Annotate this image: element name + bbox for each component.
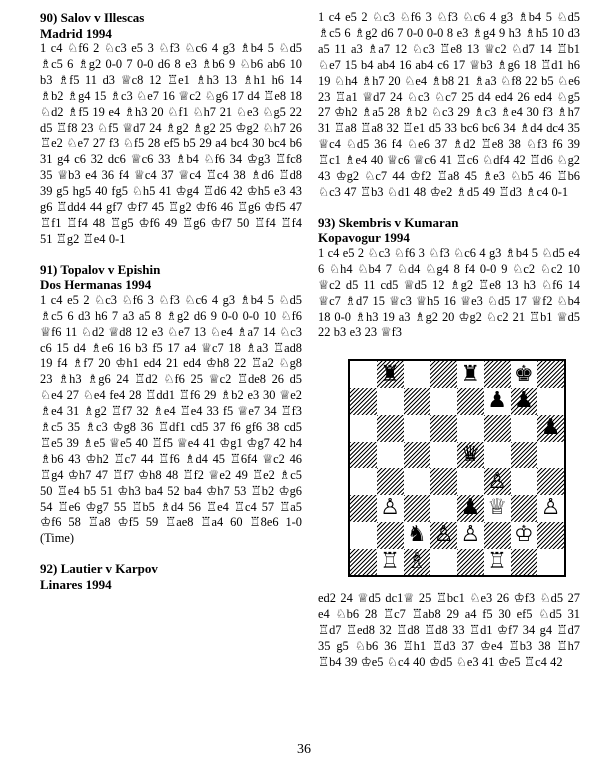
square-e6 [457,415,484,442]
square-c3 [404,495,431,522]
square-g2 [511,522,538,549]
game-title: 90) Salov v Illescas [40,10,145,25]
chess-piece-icon: ♙ [433,522,454,548]
square-c2 [404,522,431,549]
chess-piece-icon: ♔ [514,522,534,548]
square-b2 [377,522,404,549]
chess-piece-icon: ♗ [407,548,427,574]
chess-diagram [348,359,566,577]
game-91 [40,262,302,548]
game-moves: 1 c4 e5 2 ♘c3 ♘f6 3 ♘f3 ♘c6 4 g3 ♗b4 5 ♘d5 ♗c5 6 ♗g2 d6 7 0-0 0-0 8 e3 ♗g4 9 h3 ♗h5 10 d3 a5 11 a3 ♗a7 12 ♘c3 ♖e8 13 ♕c2 ♘d7 14 ♖b1 ♘e7 15 b4 ab4 16 ab4 c6 17 ♕b3 ♗g6 18 ♖d1 h6 19 ♘h4 ♗h7 20 ♘e4 ♗b8 21 ♗a3 ♘f8 22 b5 ♘e6 23 ♖a1 ♕d7 24 ♘c3 ♘c7 25 d4 ed4 26 ed4 ♘g5 27 ♔h2 ♗a5 28 ♗b2 ♘c3 29 ♗c3 ♗e4 30 f3 ♗h7 31 ♖a8 ♖a8 32 ♖e1 d5 33 bc6 bc6 34 ♗d4 dc4 35 ♕c4 ♘d5 36 f4 ♘e6 37 ♗d2 ♖e8 38 ♘f3 f6 39 ♖c1 ♗e4 40 ♕c6 ♕c6 41 ♖c6 ♘df4 42 ♖d6 ♘g2 43 ♔g2 ♘c7 44 ♔f2 ♖a8 45 ♗e3 ♘b5 46 ♖b6 ♘c3 47 ♖b3 ♘d1 48 ♔e2 ♗d5 49 ♖d3 ♗c4 0-1 [318,10,580,199]
square-h4 [537,468,564,495]
square-f6 [484,415,511,442]
square-a8 [350,361,377,388]
square-e7 [457,388,484,415]
game-moves: 1 c4 ♘f6 2 ♘c3 e5 3 ♘f3 ♘c6 4 g3 ♗b4 5 ♘d5 ♗c5 6 ♗g2 0-0 7 0-0 d6 8 e3 ♗b6 9 ♘b6 ab6 10 b3 ♗f5 11 d3 ♕c8 12 ♖e1 ♗h3 13 ♗h1 h6 14 ♗b2 ♗g4 15 ♗c3 ♘e7 16 ♕c2 ♘g6 17 d4 ♖e8 18 ♘d2 ♗f5 19 e4 ♗h3 20 ♘f1 ♘h7 21 ♘e3 ♘g5 22 d5 ♖f8 23 ♘f5 ♕d7 24 ♗g2 ♗g2 25 ♔g2 ♘h7 26 ♖e2 ♘e7 27 f3 ♘f5 28 ef5 b5 29 a4 bc4 30 bc4 b6 31 g4 c6 32 dc6 ♕c6 33 ♗b4 ♘f6 34 ♔g3 ♖fc8 35 ♕b3 e4 36 f4 ♕c4 37 ♕c4 ♖c4 38 ♗d6 ♖d8 39 g5 hg5 40 fg5 ♘h5 41 ♔g4 ♖d6 42 ♔h5 e3 43 g6 ♖dd4 44 gf7 ♔f7 45 ♖g2 ♔f6 46 ♖g6 ♔f5 47 ♖f1 ♖f4 48 ♖g5 ♔f6 49 ♖g6 ♔f7 50 ♖f4 ♖f4 51 ♖g2 ♖e4 0-1 [40,41,302,246]
square-h8 [537,361,564,388]
game-92 [40,561,302,592]
game-moves-after-diagram: ed2 24 ♕d5 dc1♕ 25 ♖bc1 ♘e3 26 ♔f3 ♘d5 27 e4 ♘b6 28 ♖c7 ♖ab8 29 a4 f5 30 ef5 ♘d5 31 ♖d7 ♖ed8 32 ♖d8 ♖d8 33 ♖d1 ♔f7 34 g4 ♖d7 35 g5 ♘b6 36 ♖h1 ♖d3 37 ♔e4 ♖b3 38 ♖h7 ♖b4 39 ♔e5 ♘c4 40 ♔d5 ♘e3 41 ♔e5 ♖c4 42 [318,591,580,669]
square-g8 [511,361,538,388]
square-a6 [350,415,377,442]
square-g6 [511,415,538,442]
square-h3 [537,495,564,522]
game-event: Kopavogur 1994 [318,230,410,246]
square-f2 [484,522,511,549]
chess-piece-icon: ♖ [487,548,507,574]
square-g5 [511,442,538,469]
game-title: 93) Skembris v Kumaran [318,214,459,230]
square-a1 [350,549,377,576]
chess-piece-icon: ♙ [487,468,507,494]
chess-piece-icon: ♜ [380,361,400,387]
square-e4 [457,468,484,495]
chess-board [350,361,564,575]
game-moves: 1 c4 e5 2 ♘c3 ♘f6 3 ♘f3 ♘c6 4 g3 ♗b4 5 ♘d5 e4 6 ♘h4 ♘b4 7 ♘d4 ♘g4 8 f4 0-0 9 ♘c2 ♘c2 10 ♕c2 d5 11 cd5 ♕d5 12 ♗g2 ♖e8 13 h3 ♘f6 14 ♕c7 ♗d7 15 ♕c3 ♕h5 16 ♕e3 ♘d5 17 ♕f2 ♘b4 18 0-0 ♗h3 19 a3 ♗g2 20 ♔g2 ♘c2 21 ♖b1 ♕d5 22 b3 e3 23 ♕f3 [318,245,580,340]
chess-piece-icon: ♚ [514,361,534,387]
square-f8 [484,361,511,388]
square-h1 [537,549,564,576]
right-column [318,10,580,671]
game-93 [318,215,580,341]
square-a7 [350,388,377,415]
game-92-continued [318,10,580,201]
square-d4 [430,468,457,495]
square-f7 [484,388,511,415]
square-c6 [404,415,431,442]
square-d2 [430,522,457,549]
square-c4 [404,468,431,495]
square-b4 [377,468,404,495]
game-90 [40,10,302,248]
square-b6 [377,415,404,442]
square-g4 [511,468,538,495]
square-a3 [350,495,377,522]
chess-piece-icon: ♙ [460,522,481,548]
square-e5 [457,442,484,469]
square-c8 [404,361,431,388]
square-h2 [537,522,564,549]
square-b1 [377,549,404,576]
left-column [40,10,302,592]
square-f1 [484,549,511,576]
chess-piece-icon: ♕ [487,495,507,521]
square-b3 [377,495,404,522]
square-g3 [511,495,538,522]
chess-piece-icon: ♞ [407,522,427,548]
page-number: 36 [297,742,311,757]
square-f5 [484,442,511,469]
chess-piece-icon: ♙ [540,495,561,521]
square-c5 [404,442,431,469]
square-h7 [537,388,564,415]
square-a4 [350,468,377,495]
chess-piece-icon: ♖ [380,548,400,574]
square-a2 [350,522,377,549]
square-h5 [537,442,564,469]
game-event: Linares 1994 [40,576,112,592]
square-d5 [430,442,457,469]
chess-piece-icon: ♟ [487,388,507,414]
square-d7 [430,388,457,415]
square-a5 [350,442,377,469]
square-d8 [430,361,457,388]
square-e3 [457,495,484,522]
square-g1 [511,549,538,576]
game-title: 91) Topalov v Epishin [40,261,161,277]
square-h6 [537,415,564,442]
square-e8 [457,361,484,388]
square-b7 [377,388,404,415]
chess-piece-icon: ♟ [540,415,561,441]
square-d6 [430,415,457,442]
square-e1 [457,549,484,576]
square-f3 [484,495,511,522]
square-g7 [511,388,538,415]
game-event: Madrid 1994 [40,25,112,41]
game-event: Dos Hermanas 1994 [40,277,152,293]
chess-piece-icon: ♙ [380,495,400,521]
square-d1 [430,549,457,576]
chess-piece-icon: ♛ [460,441,481,467]
game-title: 92) Lautier v Karpov [40,561,158,577]
chess-piece-icon: ♟ [460,495,481,521]
chess-piece-icon: ♜ [460,361,481,387]
square-c1 [404,549,431,576]
square-b5 [377,442,404,469]
square-d3 [430,495,457,522]
square-b8 [377,361,404,388]
square-f4 [484,468,511,495]
chess-piece-icon: ♟ [514,388,534,414]
game-moves: 1 c4 e5 2 ♘c3 ♘f6 3 ♘f3 ♘c6 4 g3 ♗b4 5 ♘d5 ♗c5 6 d3 h6 7 a3 a5 8 ♗g2 d6 9 0-0 0-0 10 ♘f6 ♕f6 11 ♘d2 ♕d8 12 e3 ♘e7 13 ♘e4 ♗a7 14 ♘c3 c6 15 d4 ♗e6 16 b3 f5 17 a4 ♕c7 18 ♗a3 ♖ad8 19 f4 ♗f7 20 ♔h1 ed4 21 ed4 ♔h8 22 ♖a2 ♘g8 23 ♗h3 ♗g6 24 ♖d2 ♘f6 25 ♕c2 ♖de8 26 d5 ♘e4 27 ♘e4 fe4 28 ♖dd1 ♖f6 29 ♗b2 e3 30 ♕e2 ♗e4 31 ♗g2 ♖f7 32 ♗e4 ♖e4 33 f5 ♕e7 34 ♖f3 ♗c5 35 ♗c3 ♔g8 36 ♖df1 cd5 37 f6 gf6 38 cd5 ♖e5 39 ♗e5 ♕e5 40 ♖f5 ♕e4 41 ♔g1 ♔g7 42 h4 ♗b6 43 ♔h2 ♖c7 44 ♖f6 ♗d4 45 ♖6f4 ♕c2 46 ♖g4 ♔h7 47 ♖f7 ♔h8 48 ♖f2 ♕e2 49 ♖e2 ♗c5 50 ♖e4 b5 51 ♔h3 ba4 52 ba4 ♔h7 53 ♖b2 ♔g6 54 ♖e6 ♔g7 55 ♖b5 ♗d4 56 ♖e4 ♖c4 57 ♖a5 ♔f6 58 ♖a8 ♔f5 59 ♖ae8 ♖a4 60 ♖8e6 1-0 (Time) [40,292,302,546]
square-c7 [404,388,431,415]
square-e2 [457,522,484,549]
